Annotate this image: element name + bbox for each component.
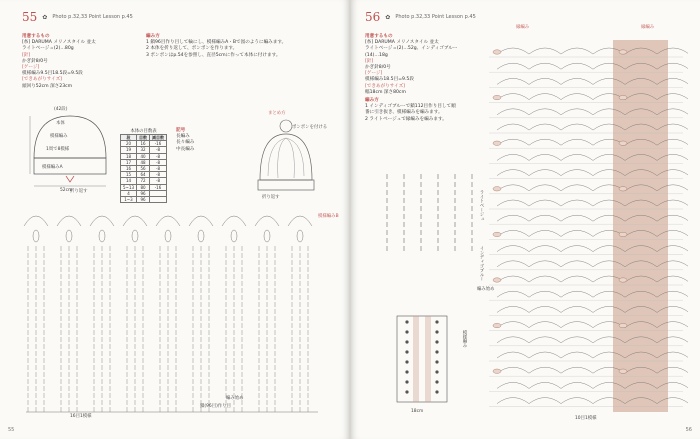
chart-scallop: [529, 246, 561, 252]
left-page-number: 55: [22, 10, 38, 24]
chart-scallop: [561, 306, 593, 312]
mini-dot: [405, 340, 408, 343]
right-howto-line: 2 ライトベージュで縁編みを編みます。: [365, 116, 447, 122]
right-header: [365, 10, 476, 24]
chart-scallop: [529, 261, 561, 267]
chart-scallop: [497, 367, 529, 373]
table-row: 16 56 -8: [121, 165, 167, 171]
chart-scallop: [561, 246, 593, 252]
chart-scallop: [561, 200, 593, 206]
chart-scallop: [497, 215, 529, 221]
chart-scallop: [561, 139, 593, 145]
mini-dot: [405, 320, 408, 323]
hat-fold: 折り返す: [70, 189, 88, 194]
chart-cluster: [619, 95, 627, 99]
mini-pattern-diagram: [391, 312, 461, 412]
chart-scallop: [561, 322, 593, 328]
chart-scallop: [497, 124, 529, 130]
mini-dot: [435, 330, 438, 333]
chart-label-edge-top2: 縁編み: [641, 25, 655, 30]
chart-arch: [255, 216, 279, 226]
mini-dot: [435, 350, 438, 353]
left-materials-line: かぎ針8/0号: [22, 58, 48, 64]
pompom-hat-illustration: [250, 118, 330, 200]
chart-cluster: [619, 187, 627, 191]
symbol-legend-title: 記号: [176, 128, 186, 133]
hat-schematic: [20, 106, 115, 198]
chart-scallop: [497, 291, 529, 297]
left-materials-line: [糸] DARUMA メリノスタイル 並太: [22, 40, 96, 46]
chart-arch: [222, 216, 246, 226]
right-page-footer: 56: [685, 427, 692, 433]
chart-scallop: [497, 276, 529, 282]
chart-scallop: [529, 170, 561, 176]
right-howto-line: 1 インディゴブルーで鎖112目作り目して順: [365, 104, 456, 110]
chart-cluster: [619, 232, 627, 236]
chart-scallop: [497, 185, 529, 191]
chart-leaf: [297, 230, 303, 242]
table-header: 段: [121, 135, 137, 141]
table-row: 17 48 -8: [121, 159, 167, 165]
symbol-item: 中長編み: [176, 146, 195, 152]
table-row: 20 16 -16: [121, 141, 167, 147]
chart-scallop: [529, 352, 561, 358]
chart-cluster: [493, 369, 501, 373]
chart-scallop: [497, 170, 529, 176]
chart-scallop: [561, 352, 593, 358]
left-howto: [146, 34, 326, 59]
chart-arch: [90, 216, 114, 226]
table-row: 19 32 -8: [121, 147, 167, 153]
chart-scallop: [497, 230, 529, 236]
right-materials-line: [糸] DARUMA メリノスタイル 並太: [365, 40, 439, 46]
chart-scallop: [561, 78, 593, 84]
crochet-chart-left: [22, 206, 322, 416]
left-header-text: Photo p.32,33 Point Lesson p.45: [52, 14, 133, 20]
chart-cluster: [619, 141, 627, 145]
chart-scallop: [561, 154, 593, 160]
chart-scallop: [529, 48, 561, 54]
flower-icon: ✿: [385, 13, 391, 21]
left-size-line: 頭回り52cm 深さ23cm: [22, 83, 73, 89]
summary-pompon-note: ポンポンを付ける: [292, 125, 328, 130]
hat-pattern: 模様編み: [50, 134, 68, 139]
chart-leaf: [198, 230, 204, 242]
chart-label-start: 編み始め: [226, 396, 244, 401]
chart-scallop: [497, 200, 529, 206]
chart-scallop: [561, 215, 593, 221]
crochet-chart-right: [483, 40, 688, 412]
left-page: [0, 0, 349, 439]
chart-arch: [189, 216, 213, 226]
chart-label-knit-b: 模様編みB: [318, 214, 339, 219]
chart-cluster: [493, 278, 501, 282]
table-header-row: [121, 135, 167, 141]
mini-dot: [435, 360, 438, 363]
chart-cluster: [493, 50, 501, 54]
chart-label-edge-top: 縁編み: [516, 25, 530, 30]
chart-scallop: [561, 230, 593, 236]
right-materials-line: (14)…18g: [365, 52, 388, 58]
chart-scallop: [529, 124, 561, 130]
right-howto-title: 編み方: [365, 98, 379, 104]
stitch-count-table: [120, 128, 167, 203]
table-row: 15 64 -8: [121, 172, 167, 178]
left-materials-line: 模様編み9.5目18.5段=9.5段: [22, 71, 83, 77]
symbol-legend: [176, 128, 236, 153]
chart-arch: [24, 216, 48, 226]
chart-scallop: [497, 382, 529, 388]
chart-label-stitches: 鎖(96目)作り目: [200, 404, 231, 409]
chart-scallop: [529, 276, 561, 282]
symbol-item: 長々編み: [176, 140, 195, 146]
flower-icon: ✿: [42, 13, 48, 21]
chart-scallop: [529, 185, 561, 191]
left-materials-line: ライトベージュ(2)…80g: [22, 46, 74, 52]
chart-cluster: [493, 187, 501, 191]
chart-cluster: [619, 369, 627, 373]
mini-dot: [405, 380, 408, 383]
right-size-title: [できあがりサイズ]: [365, 83, 405, 89]
chart-scallop: [529, 337, 561, 343]
chart-scallop: [561, 94, 593, 100]
mini-dot: [405, 360, 408, 363]
chart-leaf: [264, 230, 270, 242]
right-header-text: Photo p.32,33 Point Lesson p.45: [395, 14, 476, 20]
table-header: 目数: [137, 135, 150, 141]
chart-scallop: [561, 291, 593, 297]
right-size-line: 幅18cm 深さ80cm: [365, 89, 406, 95]
left-howto-line: 3 ポンポンはp.54を参照し、直径5cmに作って本体に付けます。: [146, 52, 281, 58]
chart-scallop: [497, 306, 529, 312]
chart-scallop: [529, 306, 561, 312]
chart-scallop: [561, 63, 593, 69]
chart-scallop: [529, 154, 561, 160]
right-materials-line: [針]: [365, 58, 374, 64]
right-page-number: 56: [365, 10, 381, 24]
chart-scallop: [529, 94, 561, 100]
mini-title: 模様編み: [462, 330, 467, 348]
chart-scallop: [497, 78, 529, 84]
right-materials-title: 用意するもの: [365, 34, 393, 39]
chart-arch: [156, 216, 180, 226]
chart-scallop: [529, 230, 561, 236]
chart-scallop: [497, 337, 529, 343]
summary-fold-note: 折り返す: [262, 195, 280, 200]
symbol-item: 長編み: [176, 134, 190, 140]
chart-scallop: [529, 78, 561, 84]
chart-scallop: [497, 246, 529, 252]
table-row: 5~13 80 -16: [121, 184, 167, 190]
chart-label-repeat-right: 10目1模様: [575, 416, 597, 421]
chart-leaf: [231, 230, 237, 242]
chart-scallop: [497, 109, 529, 115]
chart-scallop: [561, 124, 593, 130]
chart-scallop: [529, 291, 561, 297]
mini-dot: [405, 350, 408, 353]
chart-scallop: [561, 398, 593, 404]
hat-rows: (42段): [54, 107, 68, 112]
chart-label-indigo: インディゴブルー: [479, 246, 484, 282]
hat-width: 1周で8模様: [46, 147, 70, 152]
chart-cluster: [619, 323, 627, 327]
mini-dot: [435, 340, 438, 343]
table-caption: 本体の目数表: [130, 129, 157, 134]
chart-scallop: [561, 382, 593, 388]
chart-arch: [57, 216, 81, 226]
chart-scallop: [497, 352, 529, 358]
chart-cluster: [493, 141, 501, 145]
chart-cluster: [493, 232, 501, 236]
right-materials-line: ライトベージュ(2)…52g、インディゴブルー: [365, 46, 458, 52]
right-materials-line: [ゲージ]: [365, 71, 383, 77]
mini-dot: [435, 380, 438, 383]
right-page: [351, 0, 700, 439]
chart-leaf: [132, 230, 138, 242]
chart-label-repeat: 16目1模様: [70, 414, 92, 419]
left-howto-line: 1 鎖96目作り目して輪にし、模様編みA・Bで図のように編みます。: [146, 40, 287, 46]
chart-leaf: [99, 230, 105, 242]
chart-scallop: [561, 170, 593, 176]
table-header: 減目数: [150, 135, 167, 141]
chart-scallop: [561, 48, 593, 54]
chart-scallop: [529, 382, 561, 388]
left-page-footer: 55: [8, 427, 15, 433]
mini-dot: [435, 320, 438, 323]
chart-leaf: [66, 230, 72, 242]
chart-scallop: [561, 367, 593, 373]
mini-dot: [405, 390, 408, 393]
chart-scallop: [497, 94, 529, 100]
chart-scallop: [561, 337, 593, 343]
table-row: 1~3 96: [121, 196, 167, 202]
chart-scallop: [497, 398, 529, 404]
chart-scallop: [561, 276, 593, 282]
hat-knit-a: 模様編みA: [42, 165, 63, 170]
chart-scallop: [561, 109, 593, 115]
chart-leaf: [33, 230, 39, 242]
mini-dot: [405, 330, 408, 333]
right-materials-line: 模様編み18.5目=9.5段: [365, 77, 414, 83]
chart-scallop: [497, 63, 529, 69]
right-materials: [365, 34, 483, 123]
chart-label-beige: ライトベージュ: [479, 190, 484, 221]
chart-scallop: [529, 367, 561, 373]
chart-scallop: [497, 48, 529, 54]
chart-cluster: [493, 95, 501, 99]
right-howto-line: 番に引き抜き、模様編みを編みます。: [365, 110, 443, 116]
symbol-strip-right: [381, 170, 491, 310]
left-howto-title: 編み方: [146, 34, 160, 39]
chart-scallop: [529, 109, 561, 115]
chart-scallop: [561, 261, 593, 267]
chart-scallop: [529, 215, 561, 221]
chart-arch: [288, 216, 312, 226]
chart-arch: [123, 216, 147, 226]
chart-label-start-right: 編み始め: [477, 287, 495, 292]
left-materials-line: [針]: [22, 52, 31, 58]
chart-scallop: [529, 63, 561, 69]
chart-leaf: [165, 230, 171, 242]
chart-scallop: [529, 139, 561, 145]
chart-scallop: [561, 185, 593, 191]
table-row: 4 96: [121, 190, 167, 196]
left-howto-line: 2 本体を折り返して、ポンポンを作ります。: [146, 46, 238, 52]
chart-scallop: [497, 322, 529, 328]
chart-cluster: [619, 278, 627, 282]
left-size-title: [できあがりサイズ]: [22, 77, 62, 83]
right-materials-line: かぎ針8/0号: [365, 65, 391, 71]
chart-scallop: [529, 200, 561, 206]
chart-scallop: [497, 139, 529, 145]
chart-scallop: [529, 398, 561, 404]
table-row: 14 72 -8: [121, 178, 167, 184]
chart-scallop: [497, 261, 529, 267]
mini-dot: [405, 370, 408, 373]
mini-dot: [435, 390, 438, 393]
left-materials-line: [ゲージ]: [22, 65, 40, 71]
table-row: 18 40 -8: [121, 153, 167, 159]
chart-cluster: [619, 50, 627, 54]
mini-width: 18cm: [411, 409, 424, 414]
mini-dot: [435, 370, 438, 373]
chart-cluster: [493, 323, 501, 327]
hat-circumference: 52cm: [60, 188, 73, 193]
left-materials: [22, 34, 142, 90]
summary-title: まとめ方: [268, 111, 286, 116]
left-header: [22, 10, 133, 24]
chart-scallop: [529, 322, 561, 328]
chart-scallop: [497, 154, 529, 160]
hat-title: 本体: [56, 121, 65, 126]
left-materials-title: 用意するもの: [22, 34, 50, 39]
